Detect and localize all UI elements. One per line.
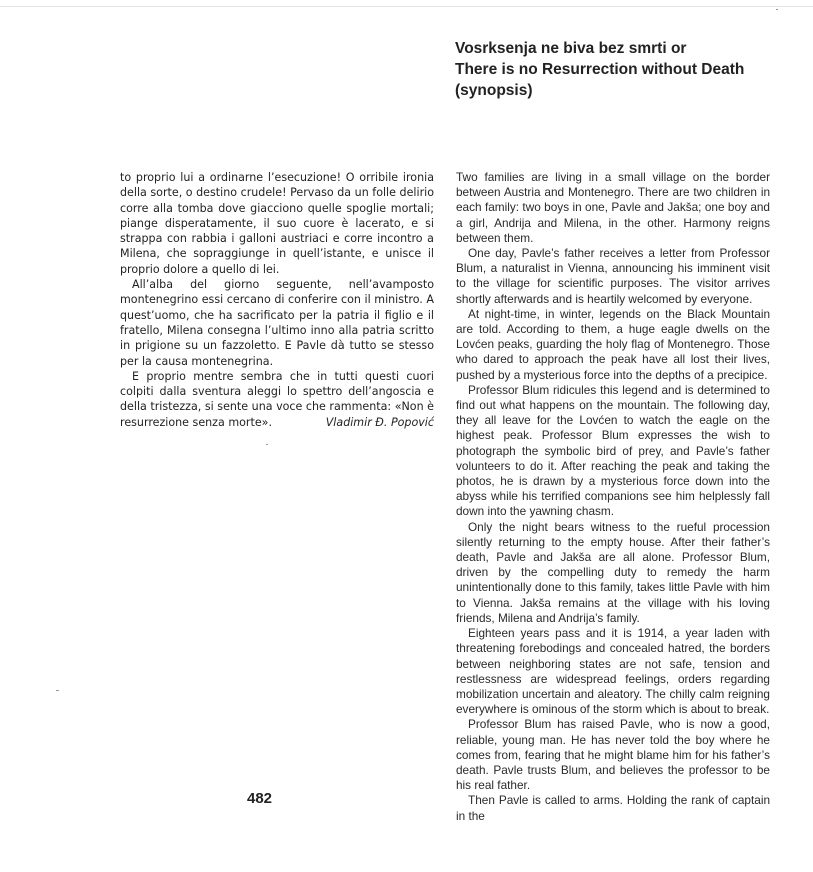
scan-speck xyxy=(776,9,778,10)
title-line-2: There is no Resurrection without Death xyxy=(455,61,745,78)
title-line-1: Vosrksenja ne biva bez smrti or xyxy=(455,40,687,57)
scan-speck xyxy=(266,444,268,445)
title-line-3: (synopsis) xyxy=(455,82,533,99)
english-paragraph: Professor Blum ridicules this legend and is determined to find out what happens on the mountain. The following day, they all leave for the Lovćen to watch the eagle on the highest peak. Professor Blum expresses the wish to photograph the symbolic bird of prey, and Pavle’s father volunteers to do it. After reaching the peak and taking the photos, he is drawn by a mysterious force down into the abyss while his terrified companions see him helplessly fall down into the yawning chasm. xyxy=(456,382,770,519)
english-paragraph: One day, Pavle’s father receives a letter from Professor Blum, a naturalist in Vienna, announcing his imminent visit to the village for scientific purposes. The visitor arrives shortly afterwards and is heartily welcomed by everyone. xyxy=(456,246,770,306)
english-paragraph: Only the night bears witness to the rueful procession silently returning to the empty house. After their father’s death, Pavle and Jakša are all alone. Professor Blum, driven by the compelling duty to remedy the harm unintentionally done to this family, takes little Pavle with him to Vienna. Jakša remains at the village with his loving friends, Milena and Andrija’s family. xyxy=(456,519,770,625)
english-column xyxy=(456,170,770,824)
italian-paragraph: to proprio lui a ordinarne l’esecuzione! O orribile ironia della sorte, o destino crudele! Pervaso da un folle delirio corre alla tomba dove giacciono quelle spoglie mortali; piange disperatamente, il suo cuore è lacerato, e si strappa con rabbia i galloni austriaci e corre incontro a Milena, che sopraggiunge in quell’istante, e unisce il proprio dolore a quello di lei. xyxy=(120,171,434,276)
english-paragraph: Then Pavle is called to arms. Holding the rank of captain in the xyxy=(456,793,770,823)
scan-speck xyxy=(56,690,59,691)
english-paragraph: Two families are living in a small village on the border between Austria and Montenegro. There are two children in each family: two boys in one, Pavle and Jakša; one boy and a girl, Andrija and Milena, in the other. Harmony reigns between them. xyxy=(456,170,770,245)
italian-paragraph: All’alba del giorno seguente, nell’avamposto montenegrino essi cercano di conferire con il ministro. A quest’uomo, che ha sacrificato per la patria il figlio e il fratello, Milena consegna l’ultimo inno alla patria scritto in prigione su un fazzoletto. E Pavle dà tutto se stesso per la causa montenegrina. xyxy=(120,278,434,368)
page-number: 482 xyxy=(247,790,273,807)
italian-column xyxy=(120,170,434,430)
english-paragraph: Professor Blum has raised Pavle, who is now a good, reliable, young man. He has never told the boy where he comes from, fearing that he might blame him for his father’s death. Pavle trusts Blum, and believes the professor to be his real father. xyxy=(456,717,770,793)
author-signature: Vladimir Đ. Popović xyxy=(325,415,434,429)
english-paragraph: Eighteen years pass and it is 1914, a year laden with threatening forebodings and concealed hatred, the borders between neighboring states are not safe, tension and restlessness are widespread feelings, orders regarding mobilization uncertain and aleatory. The chilly calm reigning everywhere is ominous of the storm which is about to break. xyxy=(456,626,770,717)
italian-paragraph-with-signature xyxy=(120,369,434,430)
synopsis-title xyxy=(455,38,795,101)
italian-paragraph: E proprio mentre sembra che in tutti questi cuori colpiti dalla sventura aleggi lo spettro dell’angoscia e della tristezza, si sente una voce che rammenta: «Non è resurrezione senza morte». xyxy=(120,369,434,429)
english-paragraph: At night-time, in winter, legends on the Black Mountain are told. According to them, a huge eagle dwells on the Lovćen peaks, guarding the holy flag of Montenegro. Those who dared to approach the peak have all lost their lives, pushed by a mysterious force into the depths of a precipice. xyxy=(456,306,770,382)
top-rule xyxy=(0,6,813,7)
